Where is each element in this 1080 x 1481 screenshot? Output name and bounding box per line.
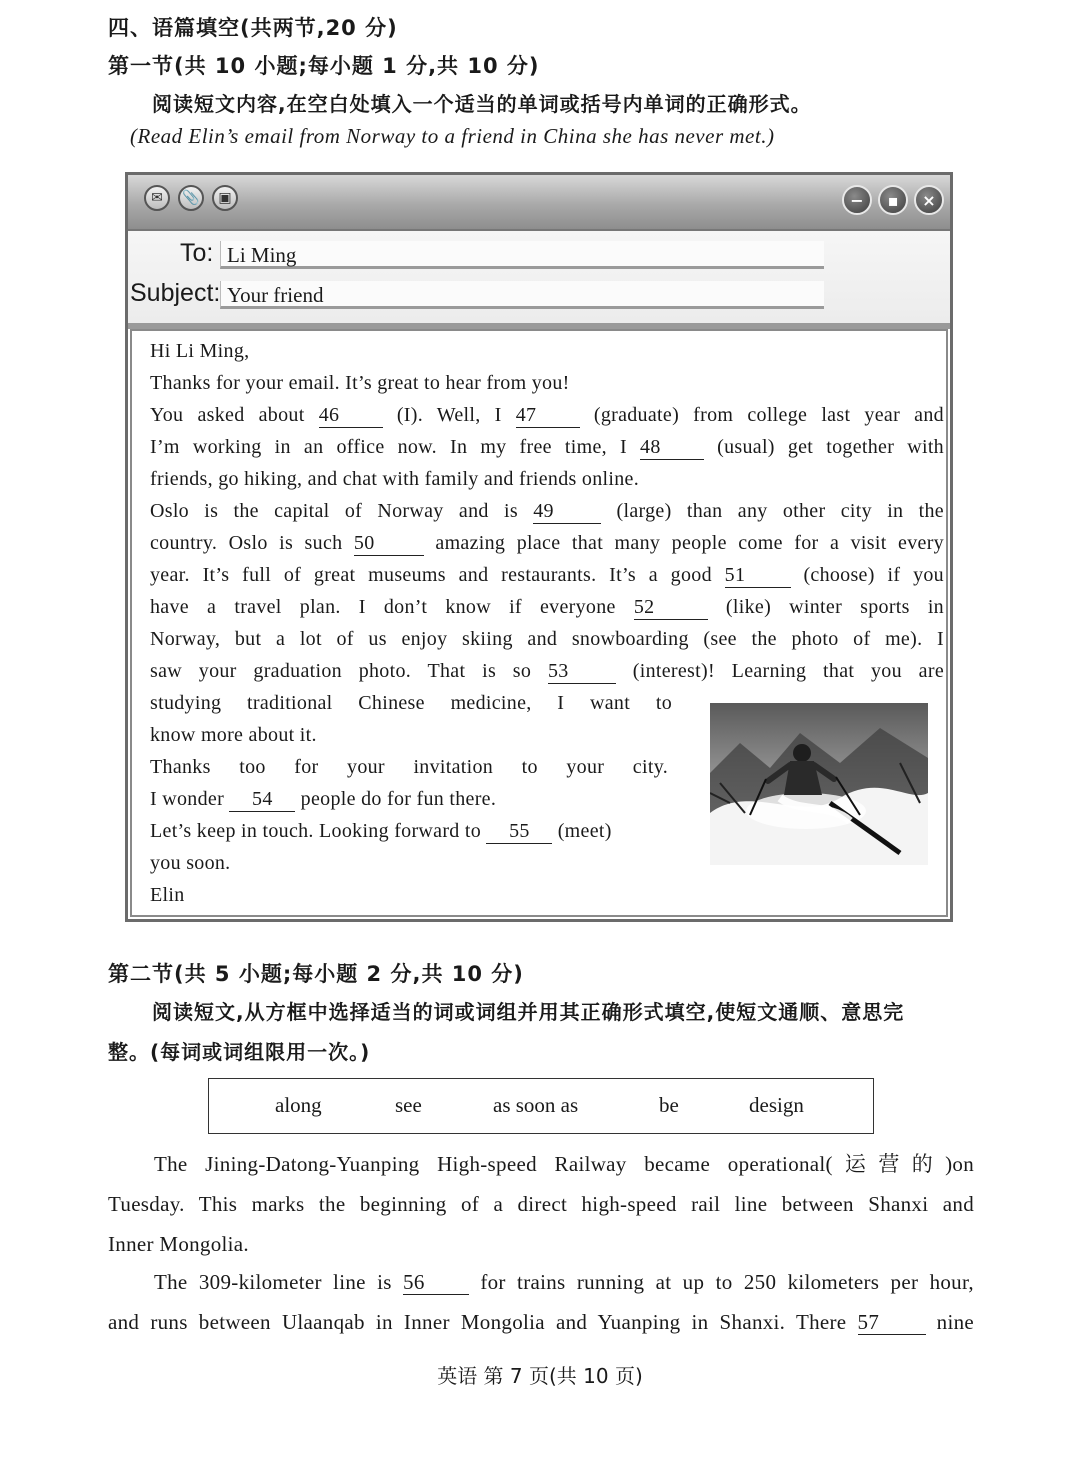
email-line	[150, 529, 944, 557]
email-line: studying traditional Chinese medicine, I want to	[150, 692, 672, 714]
email-line	[150, 657, 944, 685]
email-line: Norway, but a lot of us enjoy skiing and snowboarding (see the photo of me). I	[150, 628, 944, 650]
email-line: friends, go hiking, and chat with family and friends online.	[150, 468, 640, 490]
text-span: (large) than any other city in the	[616, 500, 944, 522]
email-line	[150, 401, 944, 429]
email-body	[130, 329, 948, 917]
part2-instruction: 阅读短文,从方框中选择适当的词或词组并用其正确形式填空,使短文通顺、意思完	[152, 1000, 905, 1024]
email-line	[150, 593, 944, 621]
text-span: nine	[936, 1310, 974, 1334]
text-span: people do for fun there.	[300, 788, 497, 810]
part2-instruction-cont: 整。(每词或词组限用一次。)	[108, 1040, 371, 1064]
to-field[interactable]: Li Ming	[220, 241, 824, 269]
blank-55[interactable]: 55	[486, 819, 552, 844]
passage-line	[154, 1268, 974, 1296]
text-span: for trains running at up to 250 kilometers per hour,	[480, 1270, 974, 1294]
passage-line: Inner Mongolia.	[108, 1232, 249, 1256]
text-span: saw your graduation photo. That is so	[150, 660, 532, 682]
email-line: Thanks for your email. It’s great to hear from you!	[150, 372, 570, 394]
text-span: (choose) if you	[803, 564, 944, 586]
text-span: (usual) get together with	[717, 436, 944, 458]
word-option: along	[275, 1093, 322, 1117]
email-line	[150, 497, 944, 525]
envelope-icon[interactable]: ✉	[144, 185, 170, 211]
window-titlebar	[128, 175, 950, 231]
text-span: (interest)! Learning that you are	[632, 660, 944, 682]
blank-54[interactable]: 54	[229, 787, 295, 812]
minimize-icon[interactable]: −	[842, 185, 872, 215]
to-label: To:	[180, 239, 214, 267]
part1-intro: (Read Elin’s email from Norway to a friend in China she has never met.)	[130, 124, 775, 148]
text-span: year. It’s full of great museums and restaurants. It’s a good	[150, 564, 712, 586]
email-line	[150, 433, 944, 461]
email-greeting: Hi Li Ming,	[150, 340, 250, 362]
passage-line	[108, 1308, 974, 1336]
email-signature: Elin	[150, 884, 185, 906]
part2-title: 第二节(共 5 小题;每小题 2 分,共 10 分)	[108, 962, 524, 986]
text-span: Let’s keep in touch. Looking forward to	[150, 820, 482, 842]
page-footer: 英语 第 7 页(共 10 页)	[437, 1364, 643, 1388]
part1-instruction: 阅读短文内容,在空白处填入一个适当的单词或括号内单词的正确形式。	[152, 92, 812, 116]
blank-48[interactable]: 48	[640, 435, 704, 460]
paperclip-icon[interactable]: 📎	[178, 185, 204, 211]
text-span: (meet)	[557, 820, 612, 842]
maximize-icon[interactable]: ▪	[878, 185, 908, 215]
text-span: (I). Well, I	[396, 404, 502, 426]
subject-field[interactable]: Your friend	[220, 281, 824, 309]
email-header	[128, 231, 950, 329]
email-window	[125, 172, 953, 922]
text-span: I’m working in an office now. In my free time, I	[150, 436, 627, 458]
text-span: Oslo is the capital of Norway and is	[150, 500, 518, 522]
blank-52[interactable]: 52	[634, 595, 708, 620]
word-option: be	[659, 1093, 679, 1117]
email-line: Thanks too for your invitation to your city.	[150, 756, 668, 778]
text-span: (like) winter sports in	[725, 596, 944, 618]
blank-47[interactable]: 47	[516, 403, 580, 428]
text-span: amazing place that many people come for a visit every	[435, 532, 944, 554]
text-span: country. Oslo is such	[150, 532, 343, 554]
text-span: The 309-kilometer line is	[154, 1270, 392, 1294]
text-span: (graduate) from college last year and	[593, 404, 944, 426]
section-title: 四、语篇填空(共两节,20 分)	[108, 16, 398, 40]
email-line: you soon.	[150, 852, 231, 874]
email-line: know more about it.	[150, 724, 317, 746]
blank-46[interactable]: 46	[319, 403, 383, 428]
skier-photo	[710, 703, 928, 865]
text-span: You asked about	[150, 404, 305, 426]
blank-53[interactable]: 53	[548, 659, 616, 684]
part1-title: 第一节(共 10 小题;每小题 1 分,共 10 分)	[108, 54, 540, 78]
blank-49[interactable]: 49	[533, 499, 601, 524]
passage-line: The Jining-Datong-Yuanping High-speed Railway became operational(运营的)on	[154, 1152, 974, 1176]
save-icon[interactable]: ▣	[212, 185, 238, 211]
blank-50[interactable]: 50	[354, 531, 424, 556]
blank-51[interactable]: 51	[725, 563, 791, 588]
text-span: have a travel plan. I don’t know if everyone	[150, 596, 616, 618]
word-box	[208, 1078, 874, 1134]
text-span: I wonder	[150, 788, 225, 810]
subject-label: Subject:	[130, 279, 221, 307]
passage-line: Tuesday. This marks the beginning of a direct high-speed rail line between Shanxi and	[108, 1192, 974, 1216]
blank-57[interactable]: 57	[858, 1310, 926, 1335]
close-icon[interactable]: ×	[914, 185, 944, 215]
blank-56[interactable]: 56	[403, 1270, 469, 1295]
word-option: see	[395, 1093, 422, 1117]
word-option: design	[749, 1093, 804, 1117]
word-option: as soon as	[493, 1093, 579, 1117]
email-line	[150, 561, 944, 589]
text-span: and runs between Ulaanqab in Inner Mongolia and Yuanping in Shanxi. There	[108, 1310, 847, 1334]
